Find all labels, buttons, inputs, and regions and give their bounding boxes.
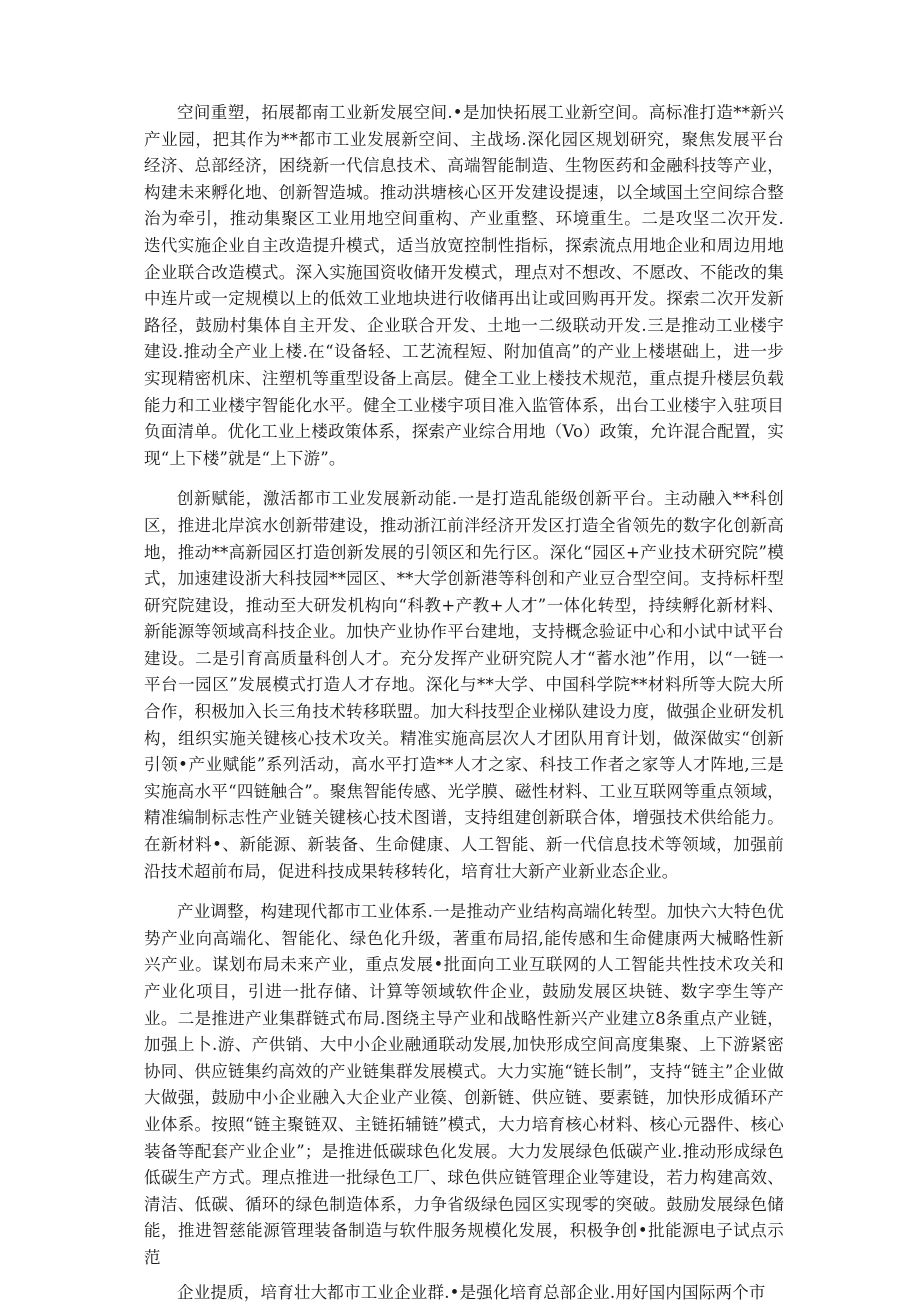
paragraph-enterprise-quality: 企业提质，培育壮大都市工业企业群.•是强化培育总部企业.用好国内国际两个市 [177,1282,766,1302]
paragraph-innovation-empowerment: 创新赋能，激活都市工业发展新动能.一是打造乱能级创新平台。主动融入**科创区，推进北岸滨水创新带建设，推动浙江前泮经济开发区打造全省领先的数字化创新高地，推动**高新园区打造创新发展的引领区和先行区。深化“园区+产业技术研究院”模式，加速建设浙大科技园**园区、**大学创新港等科创和产业豆合型空间。支持标杆型研究院建设，推动至大研发机构向“科教+产教+人才”一体化转型，持续孵化新材料、新能源等领域高科技企业。加快产业协作平台建地，支持概念验证中心和小试中试平台建设。二是引育高质量科创人才。充分发挥产业研究院人才“蓄水池”作用，以“一链一平台一园区”发展模式打造人才存地。深化与**大学、中国科学院**材料所等大院大所合作，积极加入长三角技术转移联盟。加大科技型企业梯队建设力度，做强企业研发机构，组织实施关键核心技术攻关。精准实施高层次人才团队用育计划，做深做实“创新引领•产业赋能”系列活动，高水平打造**人才之家、科技工作者之家等人才阵地,三是实施高水平“四链触合”。聚焦智能传感、光学膜、磁性材料、工业互联网等重点领域，精准编制标志性产业链关键核心技术图谱，支持组建创新联合体，增强技术供给能力。在新材料•、新能源、新装备、生命健康、人工智能、新一代信息技术等领域，加强前沿技术超前布局，促进科技成果转移转化，培育壮大新产业新业态企业。 [144,489,784,881]
paragraph-space-reshaping: 空间重塑，拓展都南工业新发展空间.•是加快拓展工业新空间。高标准打造**新兴产业园，把其作为**都市工业发展新空间、主战场.深化园区规划研究，聚焦发展平台经济、总部经济，困绕新一代信息技术、高端智能制造、生物医药和金融科技等产业，构建未来孵化地、创新智造城。推动洪塘核心区开发建设提速，以全域国土空间综合整治为牵引，推动集聚区工业用地空间重构、产业重整、环境重生。二是攻坚二次开发.迭代实施企业自主改造提升模式，适当放宽控制性指标，探索流点用地企业和周边用地企业联合改造模式。深入实施国资收储开发模式，理点对不想改、不愿改、不能改的集中连片或一定规模以上的低效工业地块进行收储再出让或回购再开发。探索二次开发新路径，鼓励村集体自主开发、企业联合开发、土地一二级联动开发.三是推动工业楼宇建设.推动全产业上楼.在“设备轻、工艺流程短、附加值高”的产业上楼堪础上，进一步实现精密机床、注塑机等重型设备上高层。健全工业上楼技术规范，重点提升楼层负载能力和工业楼宇智能化水平。健全工业楼宇项目准入监管体系，出台工业楼宇入驻项目负面清单。优化工业上楼政策体系，探索产业综合用地（Vo）政策，允许混合配置，实现“上下楼”就是“上下游”。 [144,103,784,468]
paragraph-industry-adjustment: 产业调整，构建现代都市工业体系.一是推动产业结构高端化转型。加快六大特色优势产业向高端化、智能化、绿色化升级，著重布局招,能传感和生命健康两大械略性新兴产业。谋划布局未来产业，重点发展•批面向工业互联网的人工智能共性技术攻关和产业化项目，引进一批存储、计算等领域软件企业，鼓励发展区块链、数字孪生等产业。二是推进产业集群链式布局.图绕主导产业和战略性新兴产业建立8条重点产业链，加强上卜.游、产供销、大中小企业融通联动发展,加快形成空间高度集聚、上下游紧密协同、供应链集约高效的产业链集群发展模式。大力实施“链长制”，支持“链主”企业做大做强，鼓励中小企业融入大企业产业篌、创新链、供应链、要素链，加快形成循环产业体系。按照“链主聚链双、主链拓辅链”模式，大力培育核心材料、核心元器件、核心装备等配套产业企业”；是推进低碳球色化发展。大力发展绿色低碳产业.推动形成绿色低碳生产方式。理点推进一批绿色工厂、球色供应链管理企业等建设，若力构建高效、清洁、低碳、循环的绿色制造体系，力争省级绿色园区实现零的突破。鼓励发展绿色储能，推进智慈能源管理装备制造与软件服务规模化发展，积极争创•批能源电子试点示范 [144,902,784,1267]
document-page [144,100,784,1306]
